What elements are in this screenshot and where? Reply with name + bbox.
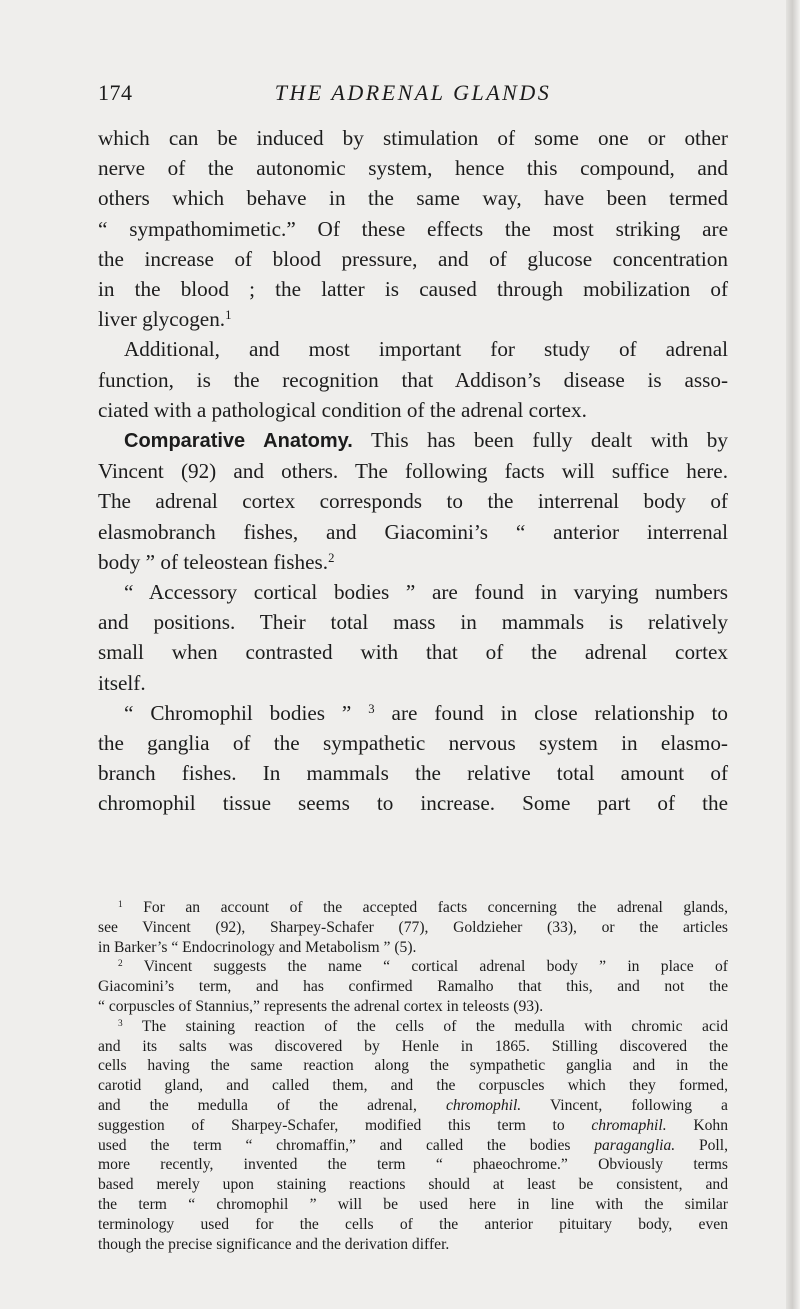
section-heading: Comparative Anatomy.: [124, 430, 353, 453]
footnote-line: cells having the same reaction along the sympathetic ganglia and in the: [98, 1057, 728, 1075]
text-line: [98, 547, 728, 577]
text-line: ciated with a pathological condition of the adrenal cortex.: [98, 397, 587, 422]
footnote-line: in Barker’s “ Endocrinology and Metabolism ” (5).: [98, 938, 417, 956]
page-number: 174: [98, 80, 133, 105]
footnote-line: [98, 1017, 728, 1037]
text-run: are found in close relationship to: [374, 700, 728, 725]
text-line: the increase of blood pressure, and of glucose concentration: [98, 246, 728, 271]
text-line: [98, 304, 728, 334]
footnote-mark: 3: [118, 1018, 123, 1029]
footnote-line: the term “ chromophil ” will be used here in line with the similar: [98, 1195, 728, 1213]
text-line: itself.: [98, 670, 146, 695]
text-line: which can be induced by stimulation of some one or other: [98, 126, 728, 150]
text-run: liver glycogen.: [98, 307, 226, 332]
text-line: in the blood ; the latter is caused through mobilization of: [98, 277, 728, 302]
text-run: suggestion of Sharpey-Schafer, modified this term to: [98, 1116, 592, 1134]
text-line: chromophil tissue seems to increase. Some part of the: [98, 791, 728, 816]
text-line: function, is the recognition that Addison’s disease is asso-: [98, 367, 728, 392]
running-title: THE ADRENAL GLANDS: [274, 80, 552, 105]
text-run: This has been fully dealt with by: [352, 428, 728, 453]
footnote-line: based merely upon staining reactions should at least be consistent, and: [98, 1176, 728, 1194]
body-text: [98, 123, 728, 819]
text-line: The adrenal cortex corresponds to the interrenal body of: [98, 489, 728, 514]
text-line: Vincent (92) and others. The following facts will suffice here.: [98, 459, 728, 484]
text-line: the ganglia of the sympathetic nervous system in elasmo-: [98, 731, 728, 756]
footnote-mark: 1: [118, 899, 123, 910]
text-line: “ Accessory cortical bodies ” are found in varying numbers: [124, 580, 728, 605]
footnote-line: and its salts was discovered by Henle in 1865. Stilling discovered the: [98, 1037, 728, 1055]
footnote-mark: 2: [118, 959, 123, 970]
italic-term: chromaphil.: [591, 1116, 667, 1134]
footnote-line: terminology used for the cells of the anterior pituitary body, even: [98, 1215, 728, 1233]
text-line: others which behave in the same way, have been termed: [98, 186, 728, 211]
page-edge-shadow: [786, 0, 800, 1309]
text-line: “ sympathomimetic.” Of these effects the most striking are: [98, 216, 728, 241]
text-run: used the term “ chromaffin,” and called the bodies: [98, 1136, 595, 1154]
text-run: and the medulla of the adrenal,: [98, 1096, 446, 1114]
footnote-ref: 3: [368, 701, 375, 716]
text-run: Vincent, following a: [521, 1096, 728, 1114]
text-line: [98, 698, 728, 728]
text-run: “ Chromophil bodies ”: [124, 700, 369, 725]
text-line: nerve of the autonomic system, hence this compound, and: [98, 156, 728, 181]
footnote-ref: 1: [225, 308, 232, 323]
footnote-ref: 2: [328, 550, 335, 565]
text-run: Kohn: [666, 1116, 728, 1134]
text-run: Poll,: [675, 1136, 728, 1154]
text-run: body ” of teleostean fishes.: [98, 549, 329, 574]
footnote-line: more recently, invented the term “ phaeochrome.” Obviously terms: [98, 1156, 728, 1174]
footnote-line: [98, 1116, 728, 1136]
footnote-line: [98, 957, 728, 977]
italic-term: paraganglia.: [594, 1136, 676, 1154]
text-line: branch fishes. In mammals the relative total amount of: [98, 761, 728, 786]
footnote-line: Giacomini’s term, and has confirmed Ramalho that this, and not the: [98, 978, 728, 996]
text-line: Additional, and most important for study of adrenal: [124, 337, 728, 362]
footnote-line: though the precise significance and the derivation differ.: [98, 1235, 450, 1253]
text-line: small when contrasted with that of the adrenal cortex: [98, 640, 728, 665]
text-run: For an account of the accepted facts concerning the adrenal glands,: [143, 899, 728, 916]
text-run: The staining reaction of the cells of the medulla with chromic acid: [141, 1017, 728, 1035]
footnote-line: [98, 1096, 728, 1116]
footnote-line: [98, 1136, 728, 1156]
footnote-line: “ corpuscles of Stannius,” represents the adrenal cortex in teleosts (93).: [98, 997, 544, 1015]
italic-term: chromophil.: [445, 1096, 522, 1114]
text-line: and positions. Their total mass in mammals is relatively: [98, 610, 728, 635]
text-run: Vincent suggests the name “ cortical adrenal body ” in place of: [143, 958, 728, 976]
footnote-line: see Vincent (92), Sharpey-Schafer (77), Goldzieher (33), or the articles: [98, 918, 728, 936]
text-line: [98, 425, 728, 456]
footnote-line: [98, 898, 728, 918]
footnotes: [98, 898, 728, 1254]
footnote-line: carotid gland, and called them, and the corpuscles which they formed,: [98, 1077, 728, 1095]
text-line: elasmobranch fishes, and Giacomini’s “ anterior interrenal: [98, 519, 728, 544]
page-header: [98, 80, 728, 110]
